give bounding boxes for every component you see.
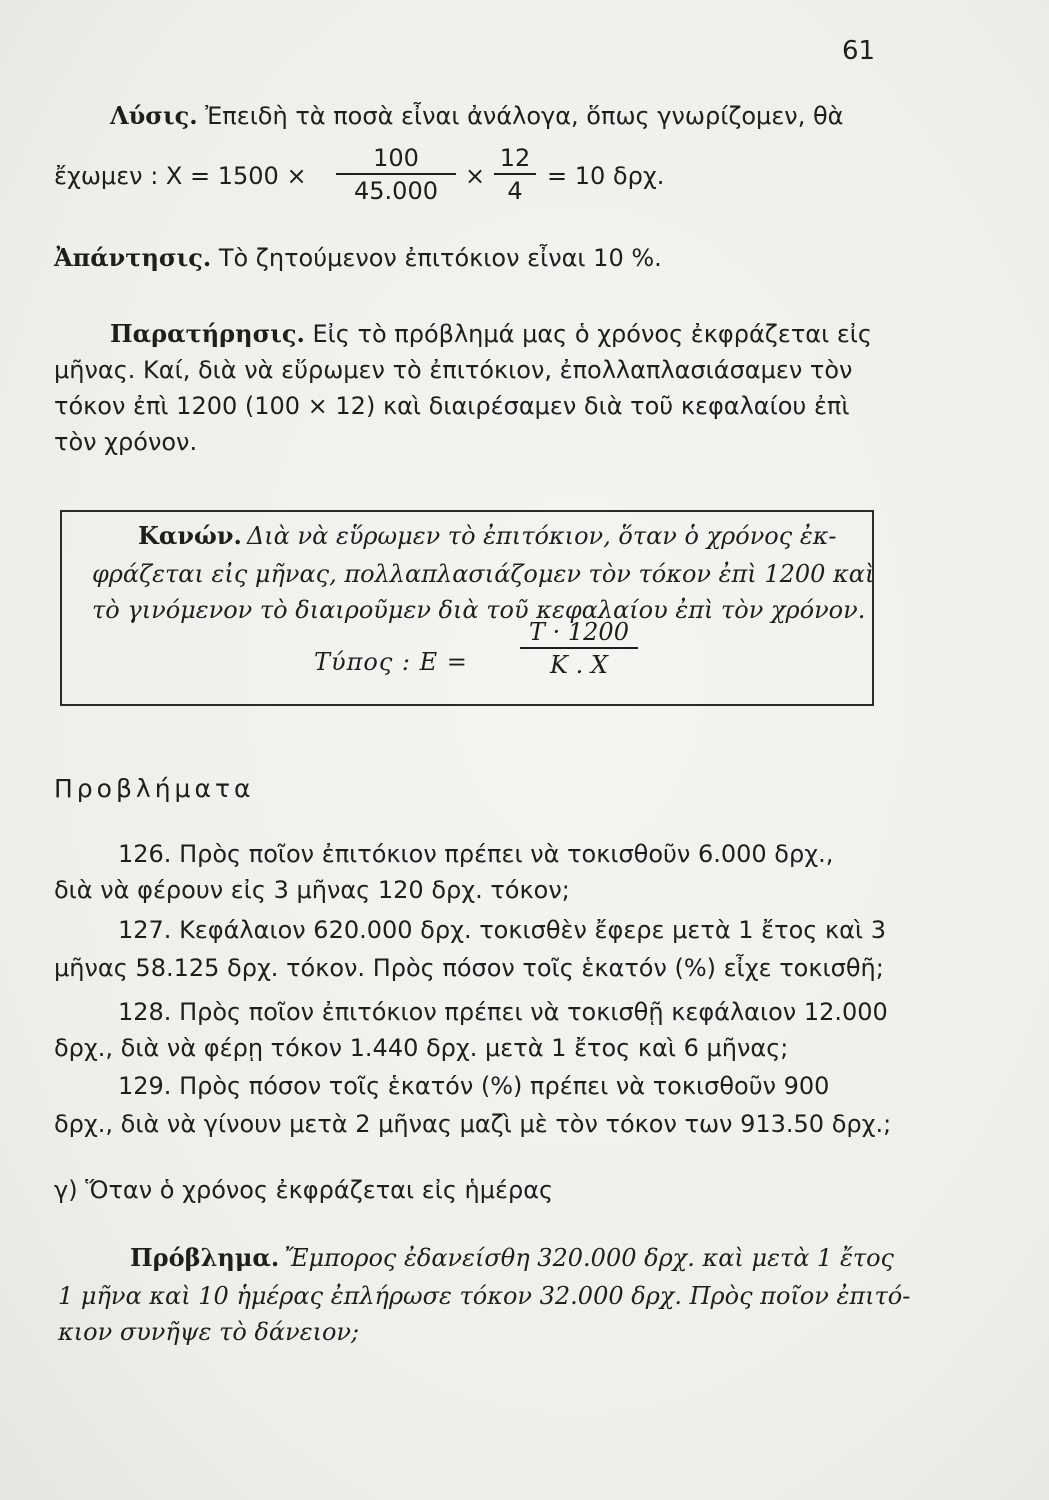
formula-numerator: T · 1200 (529, 618, 629, 646)
fraction-bar (520, 647, 638, 649)
remark-line-1 (110, 319, 873, 348)
remark-text: Εἰς τὸ πρόβλημά μας ὁ χρόνος ἐκφράζεται εἰς (312, 320, 873, 348)
rule-text: Διὰ νὰ εὕρωμεν τὸ ἐπιτόκιον, ὅταν ὁ χρόνος ἐκ- (246, 522, 837, 550)
rule-line-3: τὸ γινόμενον τὸ διαιροῦμεν διὰ τοῦ κεφαλαίου ἐπὶ τὸν χρόνον. (92, 596, 866, 624)
rule-formula-fraction (520, 620, 638, 677)
problem-line-3: κιον συνῆψε τὸ δάνειον; (58, 1318, 360, 1346)
remark-label: Παρατήρησις. (110, 319, 305, 348)
problem-129-line-1: 129. Πρὸς πόσον τοῖς ἑκατόν (%) πρέπει νὰ τοκισθοῦν 900 (118, 1072, 830, 1100)
fraction-100-over-45000 (336, 146, 456, 203)
rule-formula-label: Τύπος : E = (314, 648, 468, 676)
remark-line-2: μῆνας. Καί, διὰ νὰ εὕρωμεν τὸ ἐπιτόκιον, ἐπολλαπλασιάσαμεν τὸν (54, 356, 853, 384)
problem-128-line-2: δρχ., διὰ νὰ φέρῃ τόκον 1.440 δρχ. μετὰ 1 ἔτος καὶ 6 μῆνας; (54, 1034, 789, 1062)
fraction-numerator: 12 (499, 144, 531, 172)
problem-line-2: 1 μῆνα καὶ 10 ἡμέρας ἐπλήρωσε τόκον 32.000 δρχ. Πρὸς ποῖον ἐπιτό- (58, 1282, 911, 1310)
solution-label: Λύσις. (110, 101, 198, 130)
page-number: 61 (842, 36, 876, 66)
solution-text: Ἐπειδὴ τὰ ποσὰ εἶναι ἀνάλογα, ὅπως γνωρίζομεν, θὰ (205, 102, 844, 130)
problem-127-line-2: μῆνας 58.125 δρχ. τόκον. Πρὸς πόσον τοῖς ἑκατόν (%) εἶχε τοκισθῆ; (54, 954, 884, 982)
solution-line-1 (110, 101, 844, 130)
rule-line-1 (138, 522, 837, 550)
problem-text: Ἔμπορος ἐδανείσθη 320.000 δρχ. καὶ μετὰ 1 ἔτος (284, 1244, 894, 1272)
fraction-12-over-4 (494, 146, 536, 203)
rule-line-2: φράζεται εἰς μῆνας, πολλαπλασιάζομεν τὸν τόκον ἐπὶ 1200 καὶ (92, 560, 875, 588)
solution-formula-prefix: ἔχωμεν : X = 1500 × (54, 162, 307, 190)
problem-label: Πρόβλημα. (130, 1243, 280, 1272)
answer-label: Ἀπάντησις. (54, 243, 212, 272)
problem-128-line-1: 128. Πρὸς ποῖον ἐπιτόκιον πρέπει νὰ τοκισθῇ κεφάλαιον 12.000 (118, 998, 888, 1026)
problem-127-line-1: 127. Κεφάλαιον 620.000 δρχ. τοκισθὲν ἔφερε μετὰ 1 ἔτος καὶ 3 (118, 916, 886, 944)
answer (54, 243, 662, 272)
fraction-bar (336, 173, 456, 175)
problem-126-line-1: 126. Πρὸς ποῖον ἐπιτόκιον πρέπει νὰ τοκισθοῦν 6.000 δρχ., (118, 840, 834, 868)
times-sign: × (465, 162, 486, 190)
remark-line-4: τὸν χρόνον. (54, 428, 198, 456)
problem-line-1 (130, 1244, 894, 1272)
fraction-denominator: 45.000 (354, 177, 438, 205)
problem-126-line-2: διὰ νὰ φέρουν εἰς 3 μῆνας 120 δρχ. τόκον; (54, 876, 570, 904)
solution-result: = 10 δρχ. (547, 162, 665, 190)
formula-denominator: K . X (550, 651, 608, 679)
section-c-heading: γ) Ὅταν ὁ χρόνος ἐκφράζεται εἰς ἡμέρας (54, 1176, 554, 1204)
problem-129-line-2: δρχ., διὰ νὰ γίνουν μετὰ 2 μῆνας μαζὶ μὲ τὸν τόκον των 913.50 δρχ.; (54, 1110, 892, 1138)
fraction-bar (494, 173, 536, 175)
answer-text: Τὸ ζητούμενον ἐπιτόκιον εἶναι 10 %. (218, 244, 662, 272)
fraction-numerator: 100 (373, 144, 419, 172)
fraction-denominator: 4 (507, 177, 523, 205)
rule-label: Κανών. (138, 521, 242, 550)
problems-heading: Προβλήματα (54, 774, 255, 803)
remark-line-3: τόκον ἐπὶ 1200 (100 × 12) καὶ διαιρέσαμεν διὰ τοῦ κεφαλαίου ἐπὶ (54, 392, 850, 420)
